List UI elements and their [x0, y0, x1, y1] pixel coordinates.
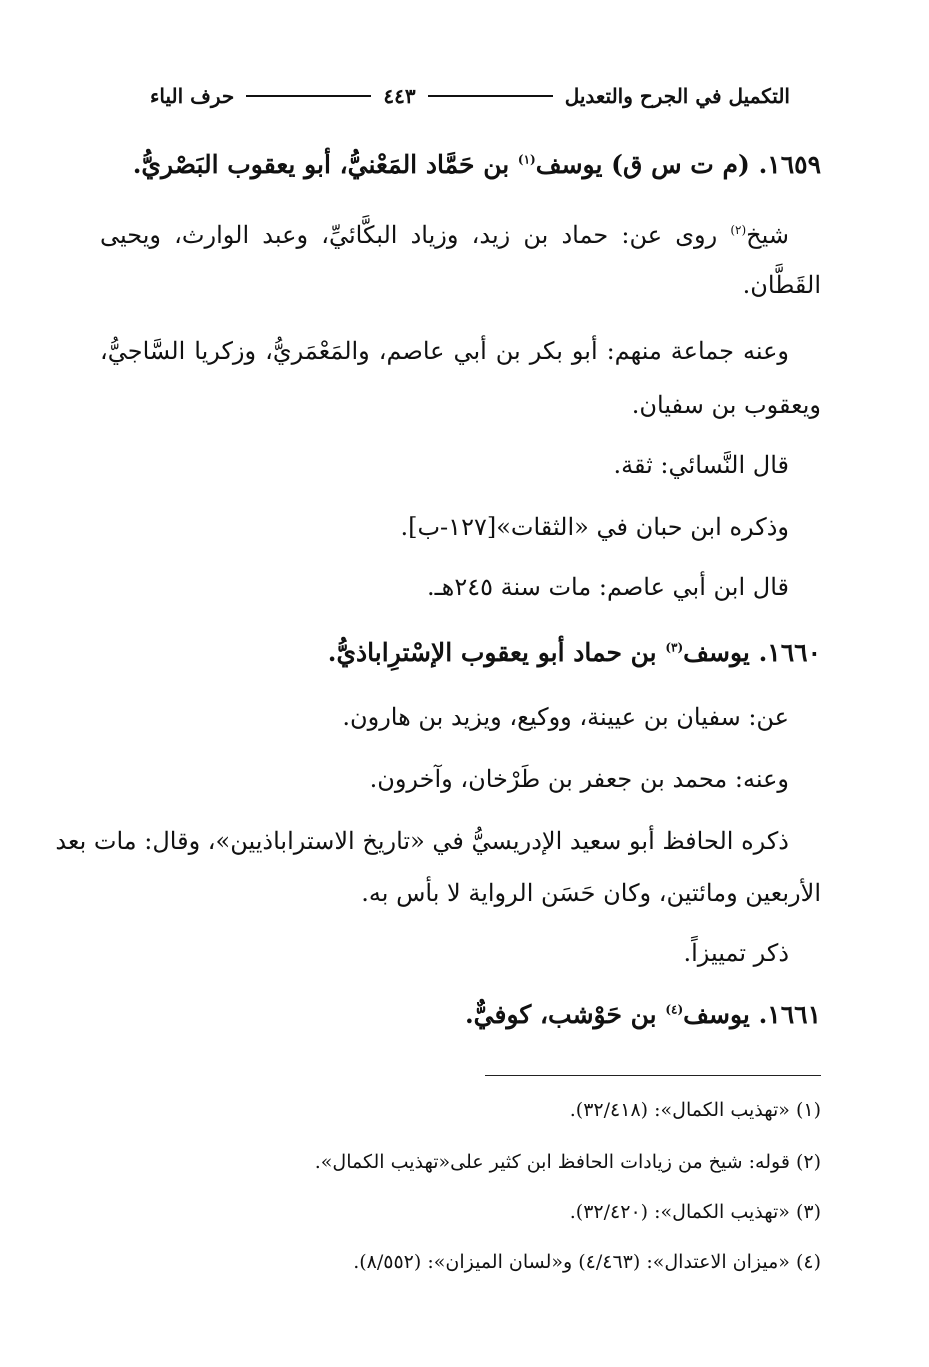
header-dash — [428, 95, 553, 97]
entry-title-1661 — [100, 998, 821, 1032]
entry-title-1659 — [100, 148, 821, 182]
paragraph-line: ويعقوب بن سفيان. — [631, 391, 821, 419]
entry-name-rest: بن حَوْشب، كوفيٌّ. — [464, 1000, 657, 1029]
paragraph-line: عن: سفيان بن عيينة، ووكيع، ويزيد بن هارون. — [342, 703, 789, 731]
footnote-4: (٤) «ميزان الاعتدال»: (٤/٤٦٣) و«لسان الميزان»: (٨/٥٥٢). — [353, 1251, 821, 1273]
entry-name: (م ت س ق) يوسف — [535, 150, 750, 179]
entry-number: ١٦٦١. — [758, 1000, 821, 1029]
entry-number: ١٦٥٩. — [758, 150, 821, 179]
running-header — [150, 84, 790, 108]
paragraph-line: قال النَّسائي: ثقة. — [613, 451, 789, 479]
paragraph-text: روى عن: حماد بن زيد، وزياد البكَّائيِّ، وعبد الوارث، ويحيى — [100, 221, 718, 249]
header-book-title: التكميل في الجرح والتعديل — [564, 84, 790, 108]
paragraph-line — [100, 218, 789, 252]
paragraph-line: وذكره ابن حبان في «الثقات»[١٢٧-ب]. — [400, 513, 789, 541]
paragraph-line: القَطَّان. — [742, 271, 821, 299]
header-page-number: ٤٤٣ — [383, 84, 416, 108]
footnote-ref: (٢) — [730, 223, 747, 237]
footnote-ref: (٤) — [665, 1002, 684, 1017]
paragraph-text: شيخ — [746, 221, 789, 249]
paragraph-line: الأربعين ومائتين، وكان حَسَن الرواية لا بأس به. — [361, 879, 821, 907]
paragraph-line: وعنه: محمد بن جعفر بن طَرْخان، وآخرون. — [369, 765, 789, 793]
entry-name: يوسف — [683, 1000, 750, 1029]
footnote-ref: (١) — [517, 152, 536, 167]
paragraph-line: وعنه جماعة منهم: أبو بكر بن أبي عاصم، والمَعْمَريُّ، وزكريا السَّاجيُّ، — [100, 337, 789, 365]
footnote-divider — [485, 1075, 821, 1076]
entry-title-1660 — [100, 636, 821, 670]
header-section: حرف الياء — [149, 84, 235, 108]
header-dash — [246, 95, 371, 97]
paragraph-line: ذكره الحافظ أبو سعيد الإدريسيُّ في «تاريخ الاستراباذيين»، وقال: مات بعد — [55, 827, 789, 855]
paragraph-line: ذكر تمييزاً. — [683, 939, 789, 967]
footnote-2: (٢) قوله: شيخ من زيادات الحافظ ابن كثير على«تهذيب الكمال». — [314, 1151, 821, 1173]
paragraph-line: قال ابن أبي عاصم: مات سنة ٢٤٥هـ. — [426, 573, 789, 601]
footnote-1: (١) «تهذيب الكمال»: (٣٢/٤١٨). — [569, 1099, 821, 1121]
entry-name: يوسف — [683, 638, 750, 667]
entry-name-rest: بن حماد أبو يعقوب الإسْترِاباذيُّ. — [327, 638, 657, 667]
footnote-3: (٣) «تهذيب الكمال»: (٣٢/٤٢٠). — [569, 1201, 821, 1223]
footnote-ref: (٣) — [665, 640, 684, 655]
entry-name-rest: بن حَمَّاد المَعْنيُّ، أبو يعقوب البَصْريُّ. — [132, 150, 510, 179]
entry-number: ١٦٦٠. — [758, 638, 821, 667]
